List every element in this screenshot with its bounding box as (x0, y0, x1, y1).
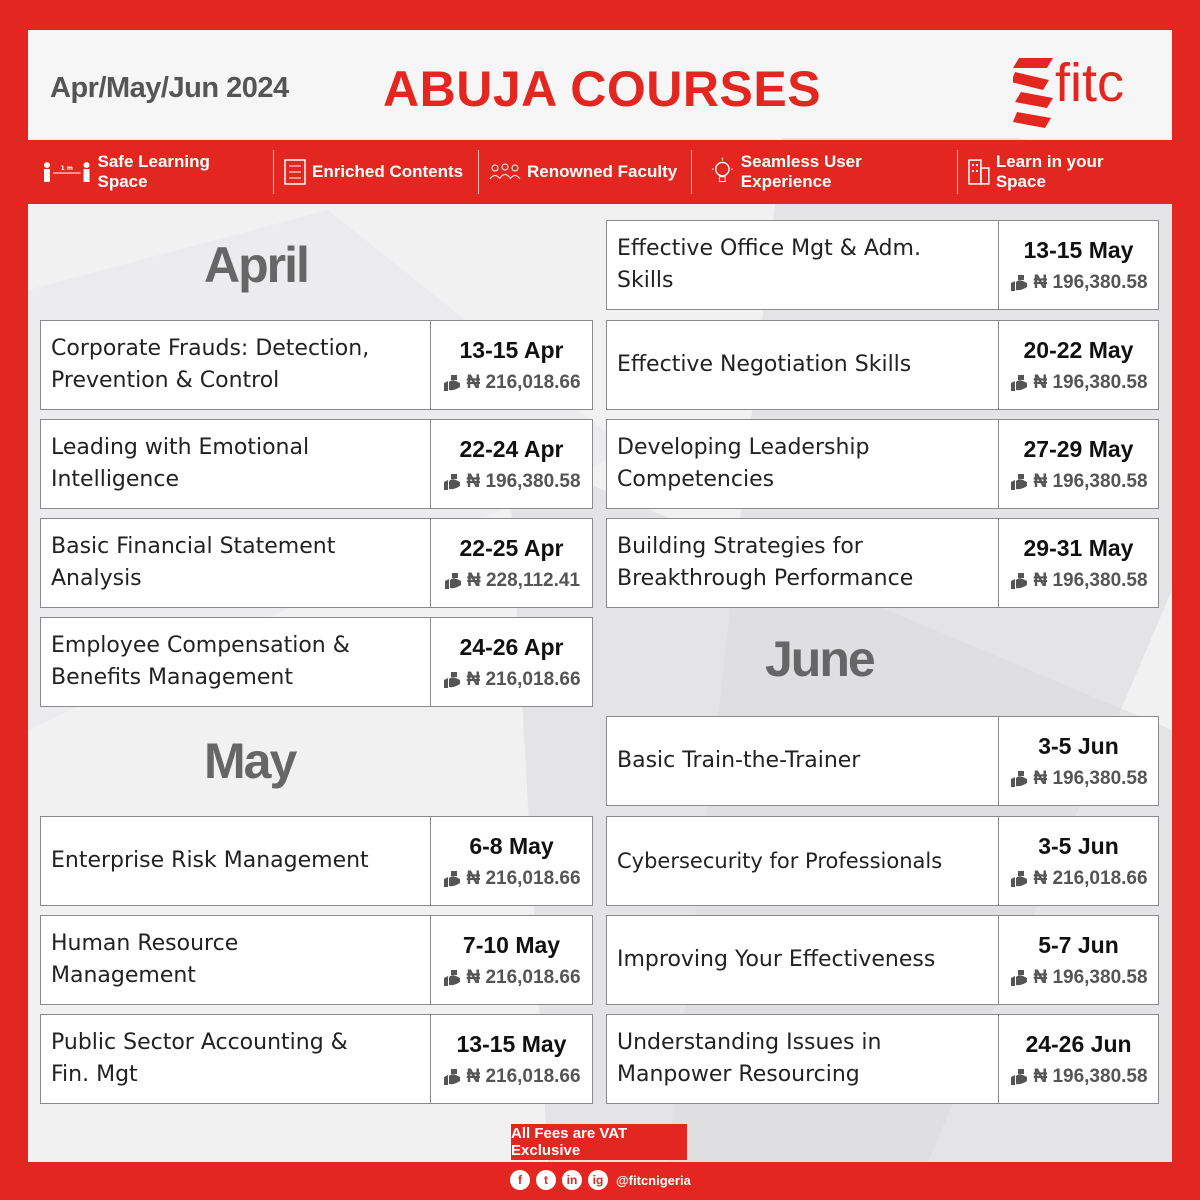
course-info (430, 321, 592, 409)
course-card (40, 915, 593, 1005)
course-date: 3-5 Jun (1038, 832, 1119, 859)
course-card (606, 419, 1159, 509)
money-hand-icon (1009, 373, 1029, 393)
course-date: 24-26 Apr (459, 633, 564, 660)
logo-text: fitc (1055, 53, 1125, 113)
course-info (430, 1015, 592, 1103)
fee-amount: ₦ 216,018.66 (1033, 867, 1148, 889)
course-name: Corporate Frauds: Detection, Prevention & Control (51, 336, 370, 393)
course-name: Leading with Emotional Intelligence (51, 435, 310, 492)
course-name: Public Sector Accounting & Fin. Mgt (51, 1030, 348, 1087)
course-card (606, 220, 1159, 310)
course-fee (442, 967, 580, 989)
facebook-icon[interactable]: f (510, 1170, 530, 1190)
fee-amount: ₦ 216,018.66 (466, 867, 581, 889)
course-fee (1009, 768, 1147, 790)
course-info (430, 916, 592, 1004)
fee-amount: ₦ 196,380.58 (466, 470, 581, 492)
course-date: 24-26 Jun (1025, 1030, 1132, 1057)
fee-amount: ₦ 216,018.66 (466, 966, 581, 988)
course-name: Effective Office Mgt & Adm. Skills (617, 236, 921, 293)
course-fee (442, 868, 580, 890)
page-title: ABUJA COURSES (383, 61, 822, 117)
course-info (430, 519, 592, 607)
money-hand-icon (1009, 571, 1029, 591)
course-name: Improving Your Effectiveness (617, 947, 936, 972)
course-info (998, 221, 1158, 309)
money-hand-icon (442, 968, 462, 988)
course-card (40, 1014, 593, 1104)
checklist-icon (284, 159, 306, 185)
course-card (606, 320, 1159, 410)
course-fee (442, 1066, 580, 1088)
month-title-may: May (204, 733, 296, 789)
money-hand-icon (442, 1067, 462, 1087)
fee-amount: ₦ 216,018.66 (466, 371, 581, 393)
money-hand-icon (1009, 273, 1029, 293)
course-date: 6-8 May (469, 832, 554, 859)
course-info (998, 321, 1158, 409)
course-name: Employee Compensation & Benefits Management (51, 633, 350, 690)
course-date: 22-25 Apr (459, 534, 564, 561)
money-hand-icon (1009, 869, 1029, 889)
course-card (606, 1014, 1159, 1104)
money-hand-icon (443, 571, 463, 591)
fee-amount: ₦ 216,018.66 (466, 668, 581, 690)
course-fee (1009, 372, 1147, 394)
course-fee (1009, 471, 1147, 493)
course-name: Basic Financial Statement Analysis (51, 534, 336, 591)
twitter-icon[interactable]: t (536, 1170, 556, 1190)
course-name: Understanding Issues in Manpower Resourcing (617, 1030, 882, 1087)
course-card (40, 320, 593, 410)
social-handle: @fitcnigeria (616, 1172, 691, 1188)
money-hand-icon (442, 373, 462, 393)
feature-bar (28, 140, 1172, 204)
feature-learn-in-space (957, 150, 1167, 194)
fee-amount: ₦ 196,380.58 (1033, 271, 1148, 293)
course-name: Enterprise Risk Management (51, 848, 369, 873)
course-fee (1009, 1066, 1147, 1088)
feature-label: Enriched Contents (312, 162, 464, 181)
vat-note: All Fees are VAT Exclusive (511, 1124, 687, 1160)
course-card (40, 617, 593, 707)
course-fee (1009, 967, 1147, 989)
course-date: 13-15 Apr (459, 336, 564, 363)
money-hand-icon (1009, 1067, 1029, 1087)
course-date: 29-31 May (1023, 534, 1134, 561)
course-card (40, 518, 593, 608)
money-hand-icon (442, 869, 462, 889)
people-icon (489, 162, 521, 182)
course-date: 7-10 May (462, 931, 561, 958)
date-range: Apr/May/Jun 2024 (50, 72, 289, 104)
fee-amount: ₦ 196,380.58 (1033, 569, 1148, 591)
poster-frame (28, 30, 1172, 1162)
course-name: Building Strategies for Breakthrough Performance (617, 534, 914, 591)
header (28, 30, 1172, 138)
logo-mark-icon (1013, 58, 1057, 128)
course-info (430, 817, 592, 905)
fee-amount: ₦ 196,380.58 (1033, 470, 1148, 492)
instagram-icon[interactable]: ig (588, 1170, 608, 1190)
linkedin-icon[interactable]: in (562, 1170, 582, 1190)
course-date: 5-7 Jun (1038, 931, 1119, 958)
distance-icon (42, 161, 91, 183)
course-fee (442, 372, 580, 394)
course-date: 13-15 May (1023, 236, 1134, 263)
money-hand-icon (1009, 472, 1029, 492)
course-name: Developing Leadership Competencies (617, 435, 870, 492)
feature-label: Learn in your Space (995, 152, 1104, 191)
feature-label: Seamless User Experience (740, 152, 862, 191)
course-card (40, 419, 593, 509)
course-date: 22-24 Apr (459, 435, 564, 462)
fee-amount: ₦ 228,112.41 (466, 569, 581, 591)
course-name: Effective Negotiation Skills (617, 352, 912, 377)
course-fee (442, 471, 580, 493)
month-title-june: June (765, 631, 874, 687)
course-info (430, 618, 592, 706)
course-info (998, 717, 1158, 805)
feature-safe-learning (28, 150, 273, 194)
course-fee (443, 570, 580, 592)
fee-amount: ₦ 196,380.58 (1033, 371, 1148, 393)
fee-amount: ₦ 196,380.58 (1033, 1065, 1148, 1087)
building-icon (968, 159, 990, 185)
course-fee (1009, 868, 1147, 890)
course-fee (1009, 570, 1147, 592)
money-hand-icon (442, 472, 462, 492)
course-card (606, 816, 1159, 906)
feature-label: Safe Learning Space (97, 152, 210, 191)
feature-enriched-contents (273, 150, 478, 194)
feature-seamless-experience (691, 150, 957, 194)
social-bar (510, 1170, 691, 1190)
course-name: Human Resource Management (51, 931, 239, 988)
course-card (606, 518, 1159, 608)
money-hand-icon (1009, 769, 1029, 789)
lightbulb-icon (710, 157, 735, 187)
course-fee (1009, 272, 1147, 294)
money-hand-icon (442, 670, 462, 690)
course-info (998, 420, 1158, 508)
course-info (998, 916, 1158, 1004)
fee-amount: ₦ 196,380.58 (1033, 966, 1148, 988)
course-info (998, 519, 1158, 607)
feature-label: Renowned Faculty (527, 162, 678, 181)
course-name: Basic Train-the-Trainer (617, 748, 861, 773)
course-card (40, 816, 593, 906)
course-date: 3-5 Jun (1038, 732, 1119, 759)
fitc-logo (1013, 53, 1143, 128)
fee-amount: ₦ 196,380.58 (1033, 767, 1148, 789)
course-card (606, 915, 1159, 1005)
course-name: Cybersecurity for Professionals (617, 849, 943, 873)
month-title-april: April (204, 237, 308, 293)
course-info (998, 817, 1158, 905)
course-date: 27-29 May (1023, 435, 1134, 462)
course-date: 13-15 May (456, 1030, 567, 1057)
course-info (430, 420, 592, 508)
course-date: 20-22 May (1023, 336, 1134, 363)
fee-amount: ₦ 216,018.66 (466, 1065, 581, 1087)
svg-text:1 m: 1 m (60, 165, 73, 173)
course-info (998, 1015, 1158, 1103)
course-fee (442, 669, 580, 691)
feature-renowned-faculty (478, 150, 691, 194)
course-card (606, 716, 1159, 806)
money-hand-icon (1009, 968, 1029, 988)
